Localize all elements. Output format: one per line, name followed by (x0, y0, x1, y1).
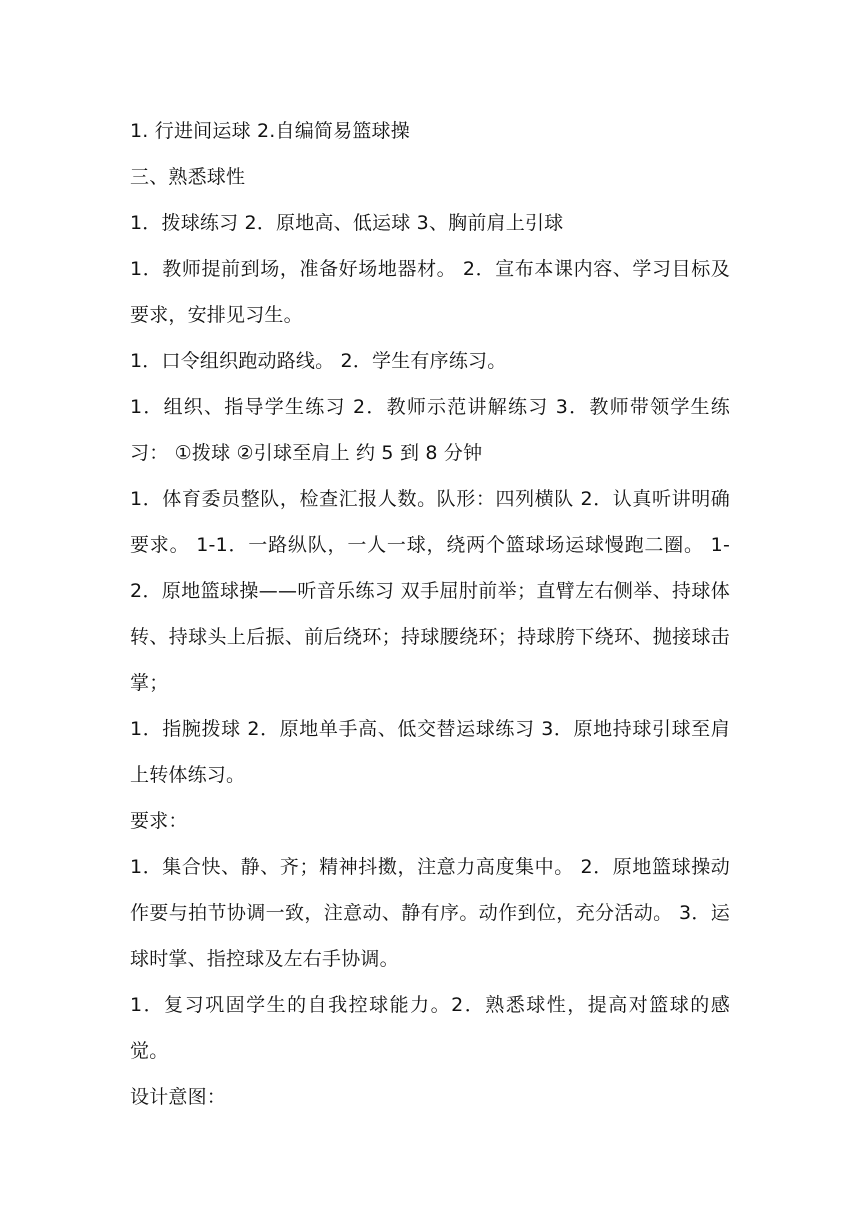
paragraph-teacher-guidance: 1．组织、指导学生练习 2．教师示范讲解练习 3．教师带领学生练习： ①拨球 ②引球至肩上 约 5 到 8 分钟 (130, 396, 730, 464)
section-heading-ball-familiarity: 三、熟悉球性 (130, 166, 246, 188)
paragraph-running-route: 1．口令组织跑动路线。 2．学生有序练习。 (130, 350, 507, 372)
paragraph-ball-exercises: 1．拨球练习 2．原地高、低运球 3、胸前肩上引球 (130, 212, 564, 234)
document-body (130, 108, 730, 1120)
paragraph-drills: 1. 行进间运球 2.自编简易篮球操 (130, 120, 410, 142)
paragraph-objectives: 1．复习巩固学生的自我控球能力。2．熟悉球性，提高对篮球的感觉。 (130, 994, 730, 1062)
paragraph-teacher-preparation: 1．教师提前到场，准备好场地器材。 2．宣布本课内容、学习目标及要求，安排见习生。 (130, 258, 730, 326)
paragraph-design-intent: 设计意图： (130, 1086, 227, 1108)
paragraph-warmup-organization: 1．体育委员整队，检查汇报人数。队形：四列横队 2．认真听讲明确要求。 1-1．一路纵队，一人一球，绕两个篮球场运球慢跑二圈。 1-2．原地篮球操——听音乐练习 双手屈肘前举；直臂左右侧举、持球体转、持球头上后振、前后绕环；持球腰绕环；持球胯下绕环、抛接球击掌； (130, 488, 730, 694)
paragraph-requirements: 1．集合快、静、齐；精神抖擞，注意力高度集中。 2．原地篮球操动作要与拍节协调一致，注意动、静有序。动作到位，充分活动。 3．运球时掌、指控球及左右手协调。 (130, 856, 730, 970)
paragraph-requirements-heading: 要求： (130, 810, 188, 832)
paragraph-wrist-dribble: 1．指腕拨球 2．原地单手高、低交替运球练习 3．原地持球引球至肩上转体练习。 (130, 718, 730, 786)
